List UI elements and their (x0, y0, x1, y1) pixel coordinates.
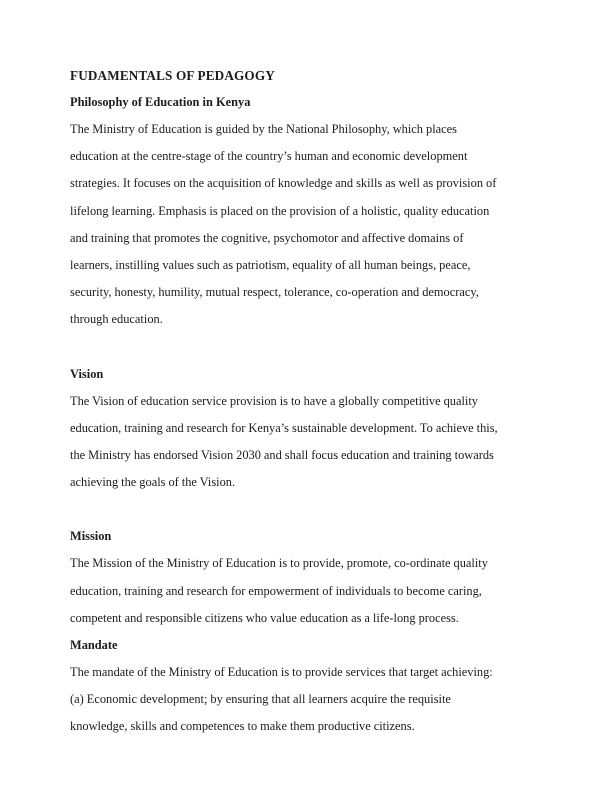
section-heading-mission: Mission (70, 529, 112, 544)
paragraph-mandate: The mandate of the Ministry of Education is to provide services that target achieving: (70, 665, 493, 680)
paragraph-vision: The Vision of education service provision is to have a globally competitive quality education, training and research for Kenya’s sustainable development. To achieve this, the Ministry has endorsed Vision 2030 and shall focus education and training towards achieving the goals of the Vision. (70, 393, 498, 490)
section-heading-mandate: Mandate (70, 638, 118, 653)
list-item-mandate-a: (a) Economic development; by ensuring that all learners acquire the requisite knowledge, skills and competences to make them productive citizens. (70, 692, 451, 734)
document-body (70, 62, 502, 741)
section-heading-vision: Vision (70, 366, 104, 381)
section-spacer (70, 334, 502, 361)
subtitle-philosophy-of-education: Philosophy of Education in Kenya (70, 95, 251, 109)
page-title: FUDAMENTALS OF PEDAGOGY (70, 68, 275, 83)
paragraph-philosophy: The Ministry of Education is guided by the National Philosophy, which places education at the centre-stage of the country’s human and economic development strategies. It focuses on the acquisition of knowledge and skills as well as provision of lifelong learning. Emphasis is placed on the provision of a holistic, quality education and training that promotes the cognitive, psychomotor and affective domains of learners, instilling values such as patriotism, equality of all human beings, peace, security, honesty, humility, mutual respect, tolerance, co-operation and democracy, through education. (70, 122, 497, 327)
paragraph-mission: The Mission of the Ministry of Education is to provide, promote, co-ordinate quality education, training and research for empowerment of individuals to become caring, competent and responsible citizens who value education as a life-long process. (70, 556, 488, 625)
section-spacer (70, 496, 502, 523)
